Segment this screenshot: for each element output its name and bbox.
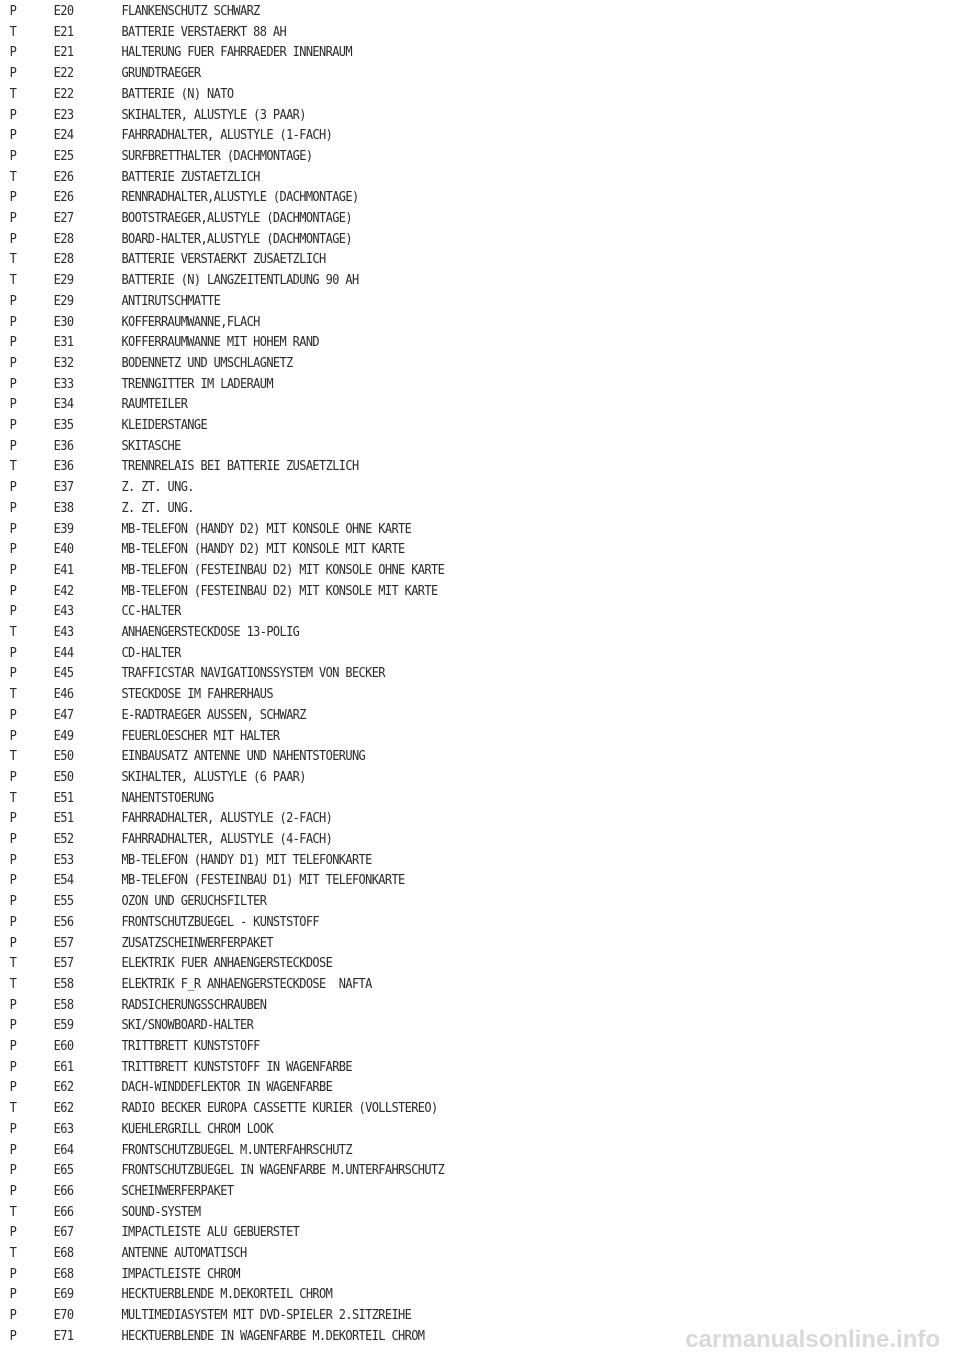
option-description: BODENNETZ UND UMSCHLAGNETZ [121,354,293,371]
list-item [0,788,845,809]
option-description: ANTENNE AUTOMATISCH [121,1245,247,1261]
option-type: T [9,1100,17,1117]
list-item [0,870,845,891]
option-type: P [9,1058,17,1075]
option-type: T [9,748,17,765]
option-code: E21 [53,23,74,40]
list-item [0,1098,845,1119]
option-code: E29 [53,272,74,289]
list-item [0,767,845,788]
list-item [0,808,845,829]
option-description: IMPACTLEISTE CHROM [121,1265,240,1282]
option-type: P [9,706,17,723]
list-item [0,146,845,167]
option-type: T [9,1245,17,1261]
option-description: SURFBRETTHALTER (DACHMONTAGE) [121,147,313,164]
option-description: CC-HALTER [121,603,181,620]
list-item [0,581,845,602]
option-code: E24 [53,127,74,144]
option-type: P [9,3,17,19]
option-type: T [9,272,17,289]
option-code: E52 [53,831,74,847]
option-type: P [9,768,17,785]
list-item [0,1305,845,1326]
option-description: BATTERIE (N) LANGZEITENTLADUNG 90 AH [121,272,359,289]
option-code: E39 [53,520,74,537]
option-code: E53 [53,851,74,868]
option-type: P [9,1182,17,1199]
option-type: P [9,541,17,558]
option-type: T [9,23,17,40]
option-type: P [9,851,17,868]
list-item [0,953,845,974]
option-type: P [9,727,17,744]
list-item [0,995,845,1016]
list-item [0,1264,845,1285]
option-code: E27 [53,210,74,226]
option-description: BOOTSTRAEGER,ALUSTYLE (DACHMONTAGE) [121,210,352,226]
option-type: T [9,789,17,806]
option-description: RADSICHERUNGSSCHRAUBEN [121,996,267,1013]
option-type: T [9,624,17,640]
list-item [0,912,845,933]
list-item [0,63,845,84]
option-type: P [9,665,17,682]
list-item [0,332,845,353]
option-code: E31 [53,334,74,351]
option-type: P [9,1162,17,1179]
option-type: P [9,292,17,309]
option-code: E51 [53,789,74,806]
list-item [0,1140,845,1161]
option-description: TRENNGITTER IM LADERAUM [121,375,273,392]
option-code: E50 [53,748,74,765]
option-type: T [9,1203,17,1220]
option-type: P [9,810,17,827]
option-type: P [9,127,17,144]
option-description: ELEKTRIK F_R ANHAENGERSTECKDOSE NAFTA [121,975,372,992]
list-item [0,84,845,105]
option-description: KLEIDERSTANGE [121,417,208,433]
option-code: E21 [53,44,74,61]
list-item [0,663,845,684]
option-type: P [9,437,17,454]
option-description: TRENNRELAIS BEI BATTERIE ZUSAETZLICH [121,458,359,475]
option-code: E45 [53,665,74,682]
option-description: BATTERIE ZUSTAETZLICH [121,168,260,185]
option-type: P [9,582,17,599]
option-code: E35 [53,417,74,433]
option-code: E68 [53,1265,74,1282]
list-item [0,105,845,126]
option-type: P [9,1327,17,1344]
option-code: E47 [53,706,74,723]
option-code: E51 [53,810,74,827]
option-description: HECKTUERBLENDE IN WAGENFARBE M.DEKORTEIL CHROM [121,1327,425,1344]
list-item [0,1077,845,1098]
option-description: NAHENTSTOERUNG [121,789,214,806]
option-description: MB-TELEFON (HANDY D2) MIT KONSOLE OHNE KARTE [121,520,412,537]
option-code: E58 [53,975,74,992]
option-description: STECKDOSE IM FAHRERHAUS [121,686,273,703]
option-description: FEUERLOESCHER MIT HALTER [121,727,280,744]
option-code: E67 [53,1224,74,1241]
option-type: P [9,334,17,351]
option-description: FLANKENSCHUTZ SCHWARZ [121,3,260,19]
option-description: MB-TELEFON (FESTEINBAU D1) MIT TELEFONKARTE [121,872,405,889]
option-code: E34 [53,396,74,413]
option-code: E57 [53,955,74,972]
option-code: E62 [53,1079,74,1096]
list-item [0,1222,845,1243]
option-type: P [9,913,17,930]
list-item [0,891,845,912]
option-code: E43 [53,603,74,620]
list-item [0,374,845,395]
option-description: KOFFERRAUMWANNE MIT HOHEM RAND [121,334,320,351]
option-code: E23 [53,106,74,123]
list-item [0,291,845,312]
option-code: E57 [53,934,74,951]
option-code: E56 [53,913,74,930]
option-type: P [9,520,17,537]
option-code: E70 [53,1307,74,1324]
list-item [0,498,845,519]
option-description: SCHEINWERFERPAKET [121,1182,234,1199]
option-type: P [9,1017,17,1034]
list-item [0,312,845,333]
option-type: P [9,1265,17,1282]
option-code: E49 [53,727,74,744]
list-item [0,829,845,850]
option-description: SKITASCHE [121,437,181,454]
option-description: MULTIMEDIASYSTEM MIT DVD-SPIELER 2.SITZREIHE [121,1307,412,1324]
list-item [0,229,845,250]
list-item [0,746,845,767]
list-item [0,456,845,477]
option-type: P [9,65,17,82]
list-item [0,705,845,726]
option-description: MB-TELEFON (FESTEINBAU D2) MIT KONSOLE MIT KARTE [121,582,438,599]
option-description: ANTIRUTSCHMATTE [121,292,221,309]
option-type: P [9,189,17,206]
option-code: E25 [53,147,74,164]
option-description: MB-TELEFON (HANDY D2) MIT KONSOLE MIT KARTE [121,541,405,558]
list-item [0,622,845,643]
list-item [0,436,845,457]
option-type: T [9,955,17,972]
option-code: E54 [53,872,74,889]
list-item [0,1,845,22]
option-code: E64 [53,1141,74,1158]
option-description: FRONTSCHUTZBUEGEL - KUNSTSTOFF [121,913,320,930]
option-code: E36 [53,458,74,475]
option-description: ANHAENGERSTECKDOSE 13-POLIG [121,624,300,640]
option-type: P [9,1307,17,1324]
option-type: P [9,1286,17,1303]
option-description: MB-TELEFON (FESTEINBAU D2) MIT KONSOLE OHNE KARTE [121,561,445,578]
list-item [0,1119,845,1140]
option-code: E46 [53,686,74,703]
list-item [0,1284,845,1305]
option-code: E58 [53,996,74,1013]
option-type: P [9,354,17,371]
list-item [0,477,845,498]
option-code: E63 [53,1120,74,1137]
option-type: T [9,85,17,102]
option-code: E26 [53,168,74,185]
list-item [0,249,845,270]
option-code: E62 [53,1100,74,1117]
option-code: E55 [53,893,74,910]
option-code: E65 [53,1162,74,1179]
option-code: E66 [53,1182,74,1199]
option-description: GRUNDTRAEGER [121,65,201,82]
option-description: FRONTSCHUTZBUEGEL M.UNTERFAHRSCHUTZ [121,1141,352,1158]
option-description: SOUND-SYSTEM [121,1203,201,1220]
option-code: E26 [53,189,74,206]
list-item [0,415,845,436]
option-type: T [9,168,17,185]
option-type: P [9,499,17,516]
option-type: T [9,975,17,992]
option-code: E61 [53,1058,74,1075]
list-item [0,974,845,995]
list-item [0,519,845,540]
list-item [0,684,845,705]
option-type: P [9,230,17,247]
list-item [0,167,845,188]
option-type: P [9,479,17,496]
option-code: E28 [53,230,74,247]
option-type: P [9,1141,17,1158]
option-code: E22 [53,65,74,82]
option-type: P [9,1079,17,1096]
list-item [0,1160,845,1181]
option-type: P [9,147,17,164]
option-description: SKI/SNOWBOARD-HALTER [121,1017,254,1034]
option-description: ZUSATZSCHEINWERFERPAKET [121,934,273,951]
option-type: T [9,686,17,703]
option-description: RAUMTEILER [121,396,188,413]
option-code: E43 [53,624,74,640]
option-type: P [9,644,17,661]
list-item [0,1243,845,1264]
option-code: E22 [53,85,74,102]
option-description: E-RADTRAEGER AUSSEN, SCHWARZ [121,706,306,723]
option-type: P [9,44,17,61]
option-type: P [9,1120,17,1137]
option-description: Z. ZT. UNG. [121,499,194,516]
option-code: E66 [53,1203,74,1220]
option-description: IMPACTLEISTE ALU GEBUERSTET [121,1224,300,1241]
option-description: HALTERUNG FUER FAHRRAEDER INNENRAUM [121,44,352,61]
list-item [0,208,845,229]
option-description: BATTERIE VERSTAERKT 88 AH [121,23,287,40]
option-description: FRONTSCHUTZBUEGEL IN WAGENFARBE M.UNTERFAHRSCHUTZ [121,1162,445,1179]
option-code: E60 [53,1038,74,1054]
option-description: BATTERIE VERSTAERKT ZUSAETZLICH [121,251,326,268]
option-description: OZON UND GERUCHSFILTER [121,893,267,910]
option-code: E38 [53,499,74,516]
option-type: P [9,603,17,620]
list-item [0,643,845,664]
option-description: KOFFERRAUMWANNE,FLACH [121,313,260,330]
option-description: TRITTBRETT KUNSTSTOFF [121,1038,260,1054]
option-description: BATTERIE (N) NATO [121,85,234,102]
option-description: SKIHALTER, ALUSTYLE (3 PAAR) [121,106,306,123]
option-type: P [9,996,17,1013]
option-code: E36 [53,437,74,454]
option-code: E37 [53,479,74,496]
list-item [0,850,845,871]
option-code: E33 [53,375,74,392]
list-item [0,187,845,208]
option-type: P [9,106,17,123]
option-type: T [9,251,17,268]
option-code: E68 [53,1245,74,1261]
list-item [0,1181,845,1202]
option-type: P [9,561,17,578]
option-type: P [9,893,17,910]
option-description: FAHRRADHALTER, ALUSTYLE (2-FACH) [121,810,333,827]
option-description: CD-HALTER [121,644,181,661]
list-item [0,560,845,581]
option-description: Z. ZT. UNG. [121,479,194,496]
option-description: KUEHLERGRILL CHROM LOOK [121,1120,273,1137]
option-description: SKIHALTER, ALUSTYLE (6 PAAR) [121,768,306,785]
list-item [0,1015,845,1036]
watermark: carmanualsonline.info [685,1326,940,1353]
option-code: E40 [53,541,74,558]
option-code: E59 [53,1017,74,1034]
option-code: E41 [53,561,74,578]
option-description: ELEKTRIK FUER ANHAENGERSTECKDOSE [121,955,333,972]
list-item [0,539,845,560]
option-type: P [9,313,17,330]
option-code: E50 [53,768,74,785]
list-item [0,42,845,63]
option-type: P [9,872,17,889]
option-type: P [9,1224,17,1241]
option-type: P [9,210,17,226]
option-type: P [9,396,17,413]
option-description: RENNRADHALTER,ALUSTYLE (DACHMONTAGE) [121,189,359,206]
option-type: T [9,458,17,475]
option-description: EINBAUSATZ ANTENNE UND NAHENTSTOERUNG [121,748,366,765]
option-code: E71 [53,1327,74,1344]
option-description: TRITTBRETT KUNSTSTOFF IN WAGENFARBE [121,1058,352,1075]
option-type: P [9,831,17,847]
option-code: E42 [53,582,74,599]
option-type: P [9,1038,17,1054]
option-code: E44 [53,644,74,661]
option-description: TRAFFICSTAR NAVIGATIONSSYSTEM VON BECKER [121,665,385,682]
option-description: FAHRRADHALTER, ALUSTYLE (1-FACH) [121,127,333,144]
list-item [0,125,845,146]
option-code: E69 [53,1286,74,1303]
option-description: FAHRRADHALTER, ALUSTYLE (4-FACH) [121,831,333,847]
option-code: E29 [53,292,74,309]
option-description: HECKTUERBLENDE M.DEKORTEIL CHROM [121,1286,333,1303]
option-type: P [9,375,17,392]
list-item [0,1036,845,1057]
list-item [0,1057,845,1078]
option-description: DACH-WINDDEFLEKTOR IN WAGENFARBE [121,1079,333,1096]
option-description: BOARD-HALTER,ALUSTYLE (DACHMONTAGE) [121,230,352,247]
option-code: E20 [53,3,74,19]
list-item [0,601,845,622]
option-type: P [9,417,17,433]
option-code: E30 [53,313,74,330]
option-code: E32 [53,354,74,371]
list-item [0,22,845,43]
option-description: RADIO BECKER EUROPA CASSETTE KURIER (VOLLSTEREO) [121,1100,438,1117]
list-item [0,1202,845,1223]
list-item [0,933,845,954]
option-code: E28 [53,251,74,268]
option-type: P [9,934,17,951]
list-item [0,353,845,374]
option-description: MB-TELEFON (HANDY D1) MIT TELEFONKARTE [121,851,372,868]
list-item [0,726,845,747]
list-item [0,394,845,415]
list-item [0,270,845,291]
